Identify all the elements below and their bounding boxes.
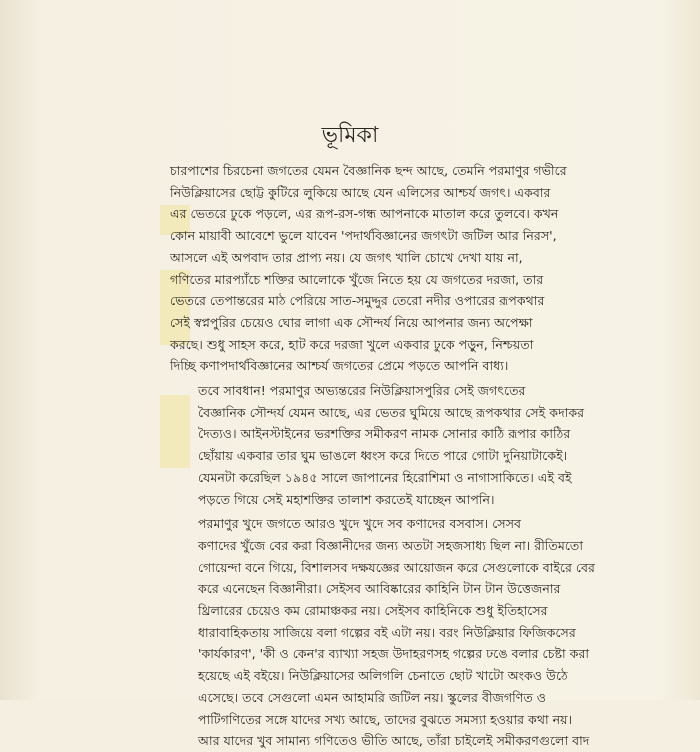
- text-line: ছোঁয়ায় একবার তার ঘুম ভাঙলে ধ্বংস করে দিতে পারে গোটা দুনিয়াটাকেই।: [198, 448, 568, 464]
- text-line: আসলে এই অপবাদ তার প্রাপ্য নয়। যে জগৎ খালি চোখে দেখা যায় না,: [170, 249, 523, 265]
- text-line: করছে। শুধু সাহস করে, হাট করে দরজা খুলে একবার ঢুকে পড়ুন, নিশ্চয়তা: [170, 336, 534, 352]
- text-line: গোয়েন্দা বনে গিয়ে, বিশালসব দক্ষযজ্ঞের আয়োজন করে সেগুলোকে বাইরে বের: [198, 559, 595, 575]
- text-line: কোন মায়াবী আবেশে ভুলে যাবেন 'পদার্থবিজ্ঞানের জগৎটা জটিল আর নিরস',: [170, 228, 557, 244]
- text-line: হয়েছে এই বইয়ে। নিউক্লিয়াসের অলিগলি চেনাতে ছোট খাটো অংকও উঠে: [198, 668, 568, 684]
- text-line: নিউক্লিয়াসের ছোট্ট কুটিরে লুকিয়ে আছে যেন এলিসের আশ্চর্য জগৎ। একবার: [170, 184, 551, 200]
- text-line: এসেছে। তবে সেগুলো এমন আহামরি জটিল নয়। স্কুলের বীজগণিত ও: [198, 689, 547, 705]
- page-title: ভূমিকা: [321, 123, 379, 148]
- text-line: আর যাদের খুব সামান্য গণিতেও ভীতি আছে, তাঁরা চাইলেই সমীকরণগুলো বাদ: [198, 733, 590, 749]
- text-line: পরমাণুর খুদে জগতে আরও খুদে খুদে সব কণাদের বসবাস। সেসব: [198, 516, 522, 532]
- text-line: বৈজ্ঞানিক সৌন্দর্য যেমন আছে, এর ভেতর ঘুমিয়ে আছে রূপকথার সেই কদাকর: [198, 404, 585, 420]
- text-line: ভেতরে তেপান্তরের মাঠ পেরিয়ে সাত-সমুদ্দুর তেরো নদীর ওপারের রূপকথার: [170, 293, 545, 309]
- text-line: তবে সাবধান! পরমাণুর অভ্যন্তরের নিউক্লিয়াসপুরির সেই জগৎতের: [198, 383, 526, 399]
- text-line: সেই স্বপ্নপুরির চেয়েও ঘোর লাগা এক সৌন্দর্য নিয়ে আপনার জন্য অপেক্ষা: [170, 314, 533, 330]
- paragraph: [170, 380, 585, 510]
- text-line: করে এনেছেন বিজ্ঞানীরা। সেইসব আবিষ্কারের কাহিনি টান টান উত্তেজনার: [198, 581, 561, 597]
- text-line: এর ভেতরে ঢুকে পড়লে, এর রূপ-রস-গন্ধ আপনাকে মাতাল করে তুলবে। কখন: [170, 206, 559, 222]
- text-line: ধারাবাহিকতায় সাজিয়ে বলা গল্পের বই এটা নয়। বরং নিউক্লিয়ার ফিজিকসের: [198, 624, 576, 640]
- text-line: কণাদের খুঁজে বের করা বিজ্ঞানীদের জন্য অতটা সহজসাধ্য ছিল না। রীতিমতো: [198, 537, 584, 553]
- text-line: থ্রিলারের চেয়েও কম রোমাঞ্চকর নয়। সেইসব কাহিনিকে শুধু ইতিহাসের: [198, 603, 548, 619]
- text-line: পড়তে গিয়ে সেই মহাশক্তির তালাশ করতেই যাচ্ছেন আপনি।: [198, 491, 495, 507]
- paragraph: [170, 160, 567, 377]
- text-line: গণিতের মারপ্যাঁচে শক্তির আলোকে খুঁজে নিতে হয় যে জগতের দরজা, তার: [170, 271, 544, 287]
- text-line: পাটিগণিতের সঙ্গে যাদের সখ্য আছে, তাদের বুঝতে সমস্যা হওয়ার কথা নয়।: [198, 711, 573, 727]
- paragraph: [170, 513, 595, 752]
- text-line: দৈত্যও। আইনস্টাইনের ভরশক্তির সমীকরণ নামক সোনার কাঠি রূপার কাঠির: [198, 426, 571, 442]
- text-line: যেমনটা করেছিল ১৯৪৫ সালে জাপানের হিরোশিমা ও নাগাসাকিতে। এই বই: [198, 469, 572, 485]
- body-text: [170, 160, 595, 752]
- text-line: চারপাশের চিরচেনা জগতের যেমন বৈজ্ঞানিক ছন্দ আছে, তেমনি পরমাণুর গভীরে: [170, 163, 567, 178]
- text-line: 'কার্যকারণ', 'কী ও কেন'র ব্যাখ্যা সহজ উদাহরণসহ গল্পের ঢঙে বলার চেষ্টা করা: [198, 646, 590, 662]
- text-line: দিচ্ছি কণাপদার্থবিজ্ঞানের আশ্চর্য জগতের প্রেমে পড়তে আপনি বাধ্য।: [170, 358, 509, 374]
